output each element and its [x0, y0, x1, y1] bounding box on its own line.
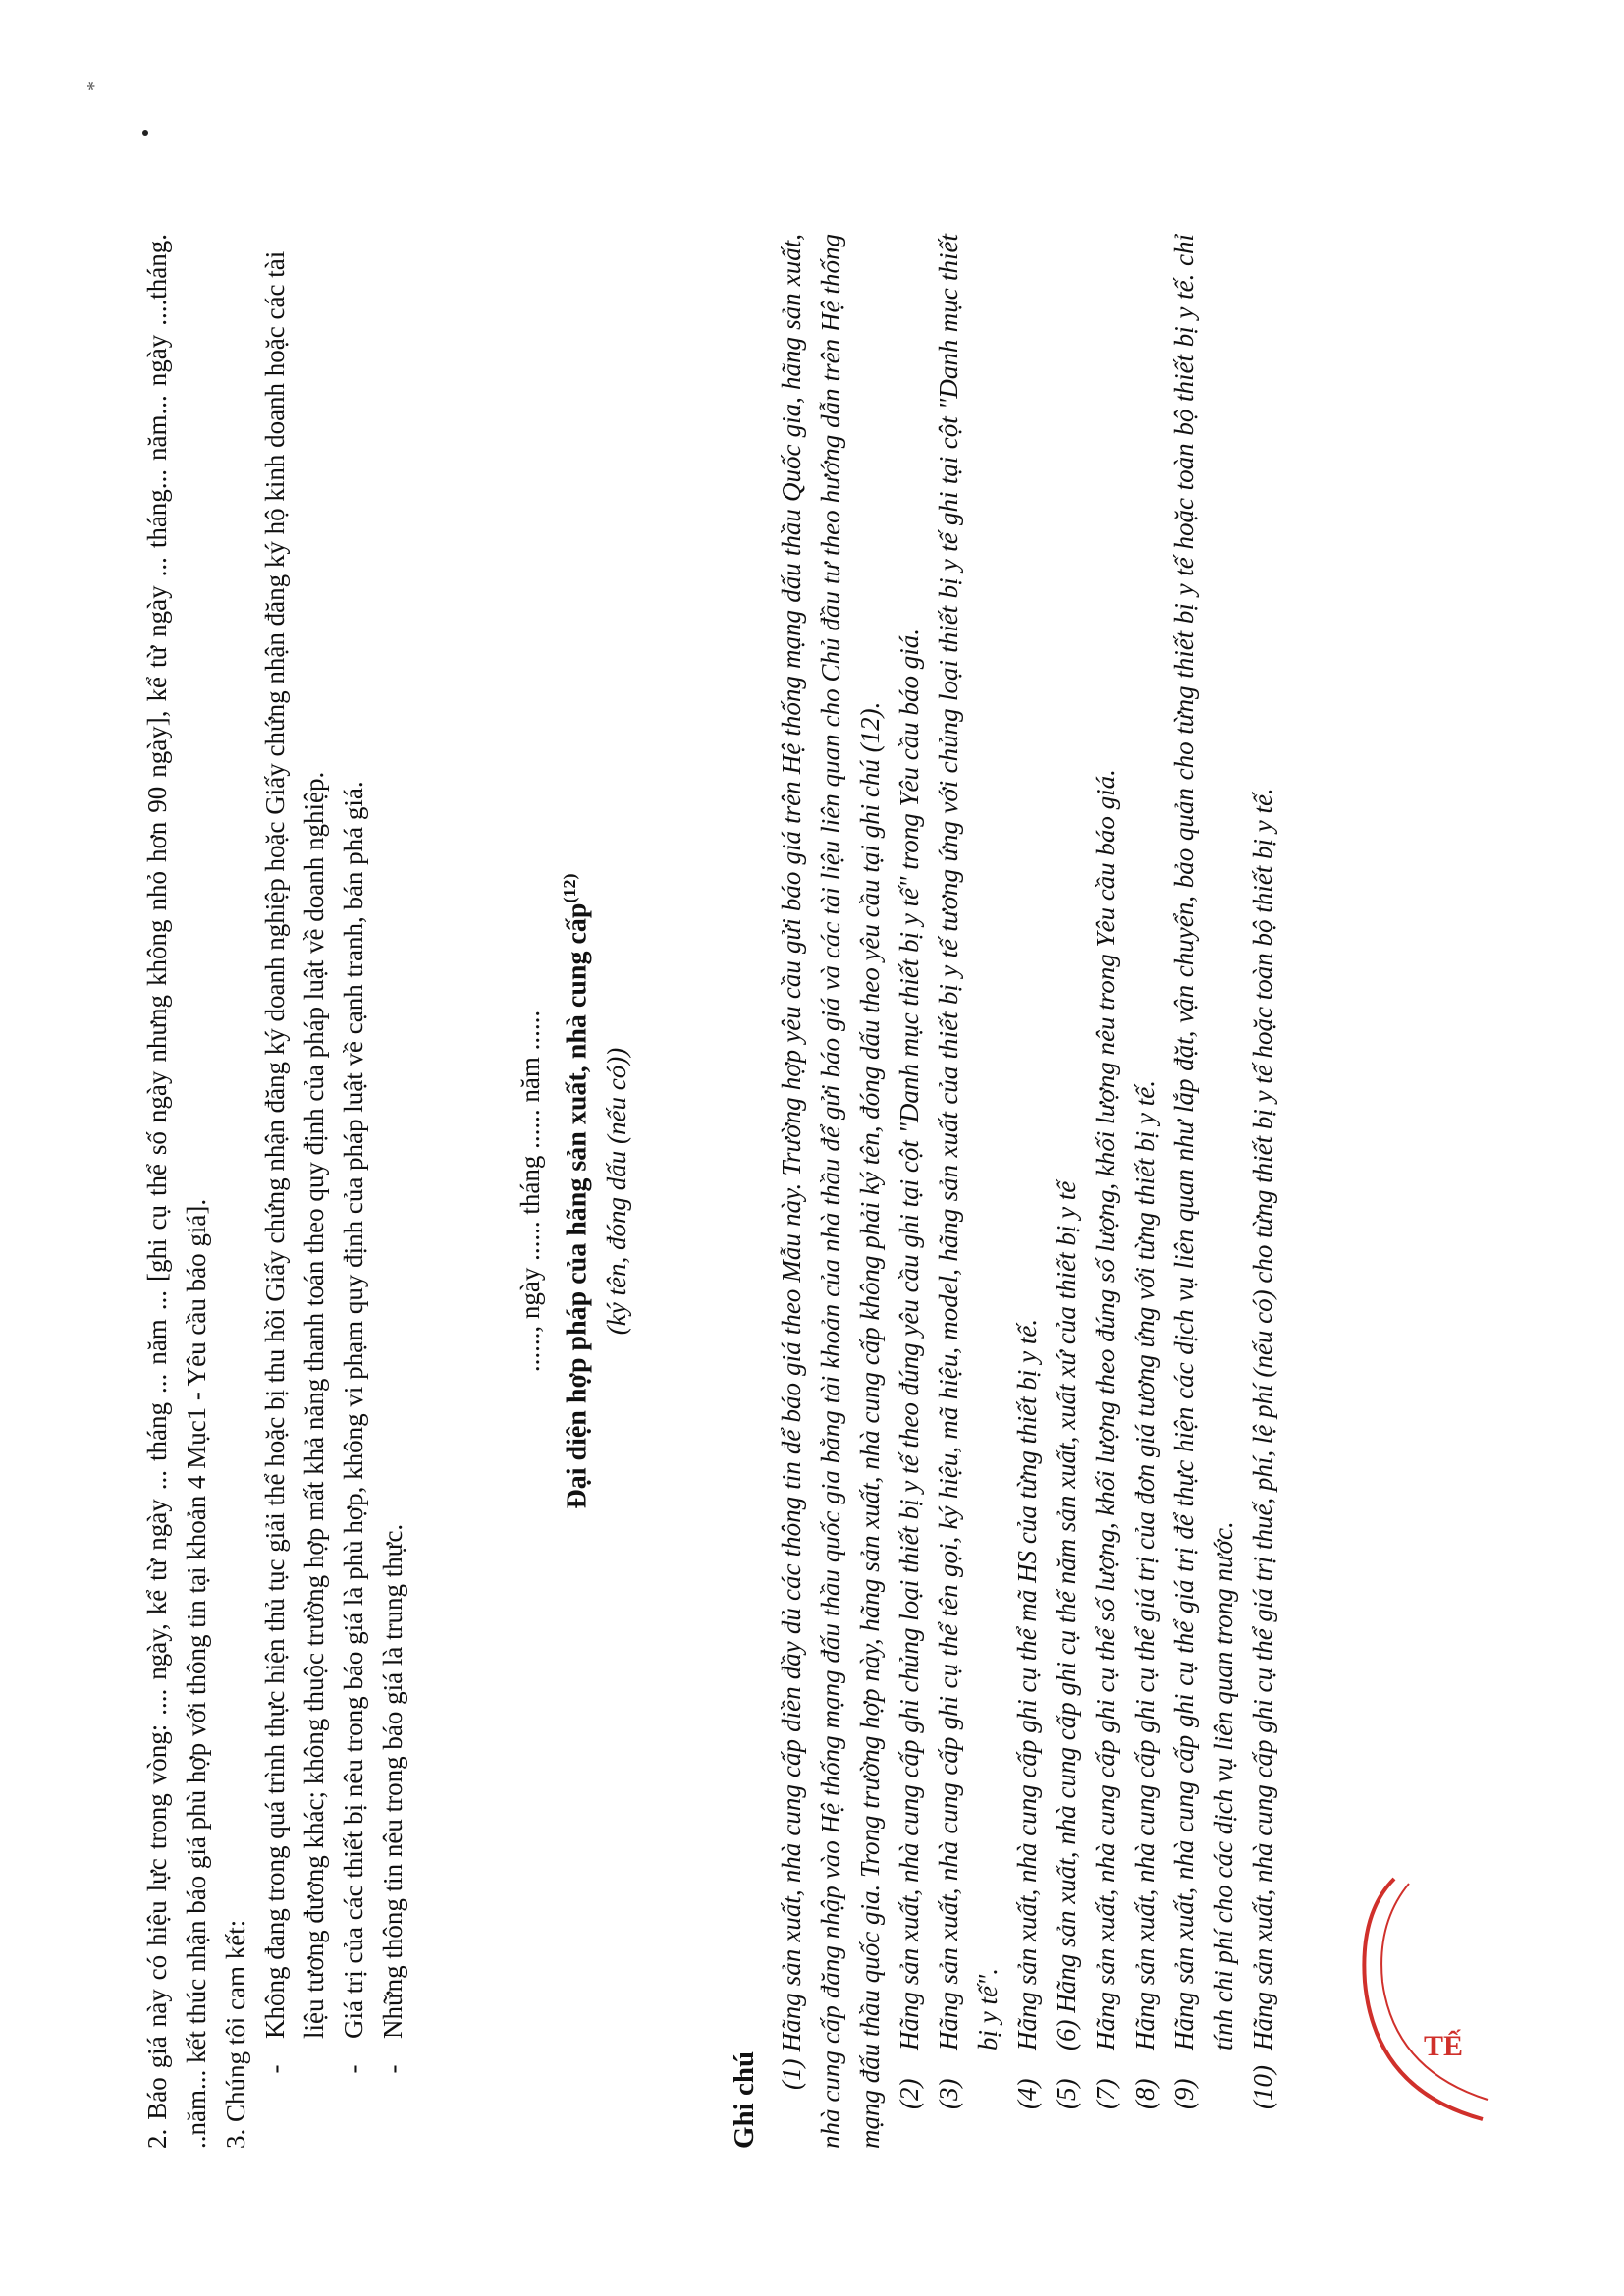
bullet-text: Những thông tin nêu trong báo giá là trung thực.: [378, 1523, 407, 2039]
note-number: (7): [1091, 2078, 1121, 2109]
note-item: [929, 234, 1007, 2149]
note-item: [1125, 234, 1164, 2149]
scan-dot: [142, 130, 148, 136]
note-number: (10): [1248, 2065, 1278, 2109]
signature-note: (ký tên, đóng dấu (nếu có)): [602, 1047, 632, 1336]
note-number: (8): [1130, 2078, 1161, 2109]
bullet-dash: -: [339, 2064, 368, 2074]
bullet-dash: -: [260, 2064, 290, 2074]
stamp-text: TẾ: [1424, 2030, 1464, 2062]
note-number: (5): [1052, 2078, 1082, 2109]
note-text: Hãng sản xuất, nhà cung cấp ghi cụ thể giá trị của đơn giá tương ứng với từng thiết bị y tế.: [1130, 1079, 1161, 2050]
representative-title: [550, 234, 597, 2149]
note-text: (1) Hãng sản xuất, nhà cung cấp điền đầy đủ các thông tin để báo giá theo Mẫu này. Trường hợp yêu cầu gửi báo giá trên Hệ thống mạng đấu thầu Quốc gia, hãng sản xuất, nhà cung cấp đăng nhập vào Hệ thống mạng đấu thầu quốc gia bằng tài khoản của nhà thầu để gửi báo giá và các tài liệu liên quan cho Chủ đầu tư theo hướng dẫn trên Hệ thống mạng đấu thầu quốc gia. Trong trường hợp này, hãng sản xuất, nhà cung cấp không phải ký tên, đóng dấu theo yêu cầu tại ghi chú (12).: [777, 234, 886, 2149]
note-number: (4): [1012, 2078, 1043, 2109]
signature-block: [511, 234, 636, 2149]
note-item: [1047, 234, 1086, 2149]
note-text: Hãng sản xuất, nhà cung cấp ghi cụ thể mã HS của từng thiết bị y tế.: [1012, 1318, 1043, 2050]
commitment-bullet-1: [255, 234, 334, 2149]
representative-footnote: (12): [560, 873, 579, 903]
validity-paragraph: 2. Báo giá này có hiệu lực trong vòng: .... ngày, kể từ ngày ... tháng ... năm ... [ghi cụ thể số ngày nhưng không nhỏ hơn 90 ngày], kể từ ngày ... tháng... năm... ngày ....tháng. ..năm... kết thúc nhận báo giá phù hợp với thông tin tại khoản 4 Mục1 - Yêu cầu báo giá].: [142, 234, 211, 2149]
note-text: Hãng sản xuất, nhà cung cấp ghi chủng loại thiết bị y tế theo đúng yêu cầu ghi tại cột "Danh mục thiết bị y tế" trong Yêu cầu báo giá.: [894, 629, 925, 2050]
note-item: [890, 234, 929, 2149]
note-number: (3): [934, 2078, 964, 2109]
notes-title: Ghi chú: [729, 2050, 761, 2149]
note-item: [1164, 234, 1243, 2149]
note-text: (6) Hãng sản xuất, nhà cung cấp ghi cụ thể năm sản xuất, xuất xứ của thiết bị y tế: [1052, 1180, 1082, 2050]
bullet-text: Không đang trong quá trình thực hiện thủ tục giải thể hoặc bị thu hồi Giấy chứng nhận đăng ký doanh nghiệp hoặc Giấy chứng nhận đăng ký hộ kinh doanh hoặc các tài liệu tương đương khác; không thuộc trường hợp mất khả năng thanh toán theo quy định của pháp luật về doanh nghiệp.: [260, 250, 329, 2039]
note-item: [1086, 234, 1125, 2149]
note-text: Hãng sản xuất, nhà cung cấp ghi cụ thể giá trị thuế, phí, lệ phí (nếu có) cho từng thiết bị y tế hoặc toàn bộ thiết bị y tế.: [1248, 788, 1278, 2050]
note-item: [772, 234, 890, 2149]
signature-date: ......, ngày ...... tháng ...... năm ......: [515, 1010, 545, 1373]
bullet-dash: -: [378, 2064, 407, 2074]
scan-mark: *: [83, 82, 105, 91]
note-item: [1007, 234, 1047, 2149]
note-number: (9): [1169, 2078, 1200, 2109]
note-text: Hãng sản xuất, nhà cung cấp ghi cụ thể số lượng, khối lượng theo đúng số lượng, khối lượng nêu trong Yêu cầu báo giá.: [1091, 769, 1121, 2050]
commitment-bullet-2: [334, 234, 373, 2149]
bullet-text: Giá trị của các thiết bị nêu trong báo giá là phù hợp, không vi phạm quy định của pháp luật về cạnh tranh, bán phá giá.: [339, 781, 368, 2039]
notes-list: [772, 234, 1282, 2149]
note-text: Hãng sản xuất, nhà cung cấp ghi cụ thể tên gọi, ký hiệu, mã hiệu, model, hãng sản xuất của thiết bị y tế tương ứng với chủng loại thiết bị y tế ghi tại cột "Danh mục thiết bị y tế".: [934, 234, 1003, 2050]
representative-text: Đại diện hợp pháp của hãng sản xuất, nhà cung cấp: [562, 902, 593, 1509]
commitment-bullet-3: [373, 234, 412, 2149]
note-item: [1243, 234, 1282, 2149]
note-text: Hãng sản xuất, nhà cung cấp ghi cụ thể giá trị để thực hiện các dịch vụ liên quan như lắp đặt, vận chuyển, bảo quản cho từng thiết bị y tế hoặc toàn bộ thiết bị y tế. chỉ tính chi phí cho các dịch vụ liên quan trong nước.: [1169, 234, 1239, 2050]
document-body: [137, 234, 1282, 2149]
commitment-title: 3. Chúng tôi cam kết:: [221, 1919, 250, 2149]
red-stamp-fragment: [1355, 1874, 1492, 2129]
note-number: (2): [894, 2078, 925, 2109]
